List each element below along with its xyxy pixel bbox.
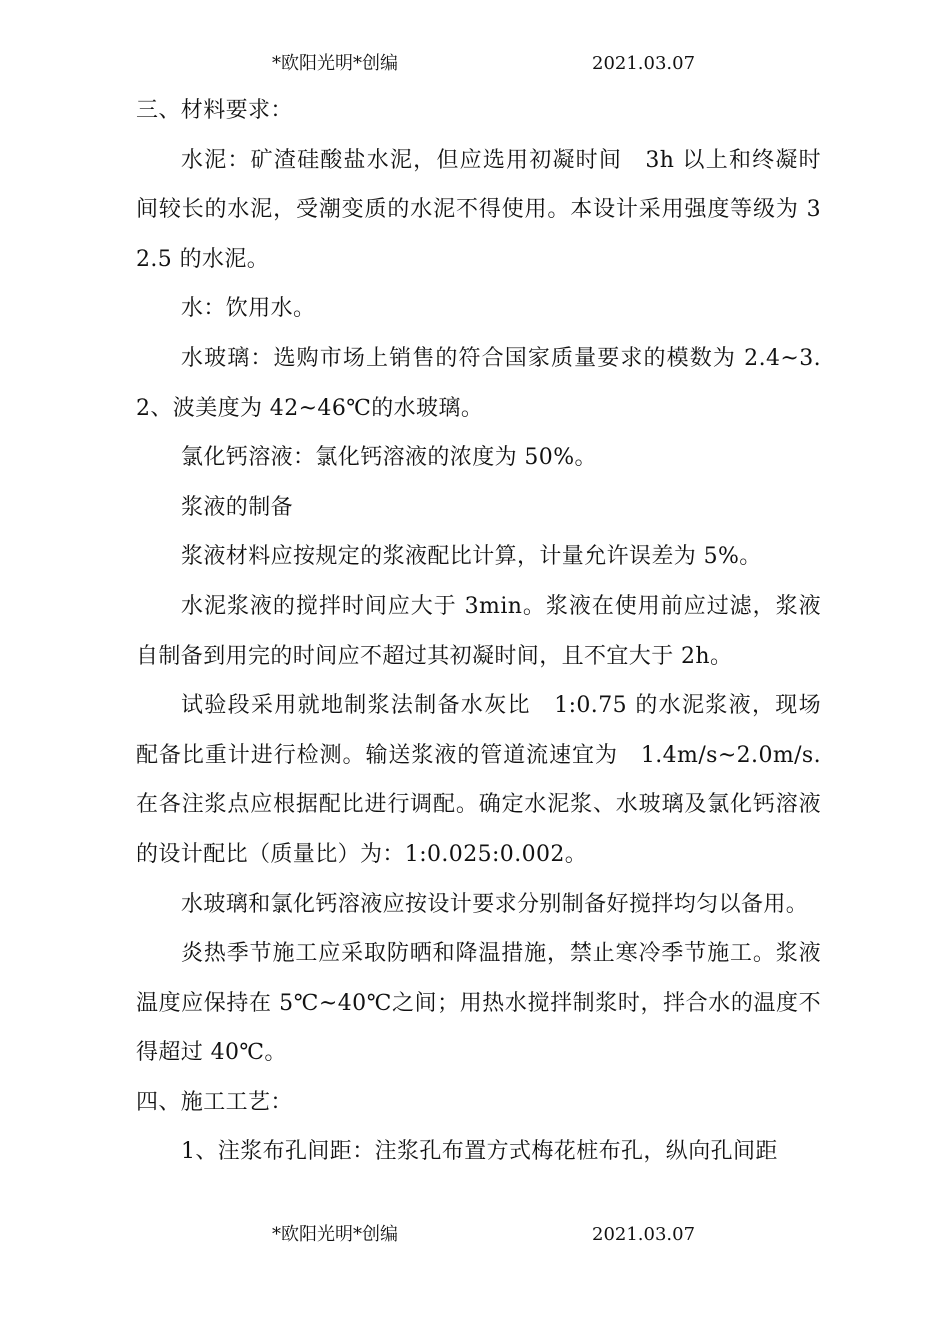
header-author: *欧阳光明*创编 [272, 53, 398, 74]
footer-date: 2021.03.07 [592, 1224, 696, 1245]
paragraph-trial-section: 试验段采用就地制浆法制备水灰比 1:0.75 的水泥浆液，现场配备比重计进行检测。输送浆液的管道流速宜为 1.4m/s~2.0m/s.在各注浆点应根据配比进行调配。确定水泥浆、水玻璃及氯化钙溶液的设计配比（质量比）为：1:0.025:0.002。 [136, 693, 821, 867]
paragraph-cement: 水泥：矿渣硅酸盐水泥，但应选用初凝时间 3h 以上和终凝时间较长的水泥，受潮变质的水泥不得使用。本设计采用强度等级为 32.5 的水泥。 [136, 147, 821, 272]
paragraph-prepare-separately: 水玻璃和氯化钙溶液应按设计要求分别制备好搅拌均匀以备用。 [181, 891, 809, 917]
paragraph-grout-ratio: 浆液材料应按规定的浆液配比计算，计量允许误差为 5%。 [181, 544, 762, 570]
paragraph-hole-spacing: 1、注浆布孔间距：注浆孔布置方式梅花桩布孔，纵向孔间距 [181, 1139, 778, 1165]
section-3-heading: 三、材料要求： [136, 98, 293, 123]
header-date: 2021.03.07 [592, 53, 696, 74]
paragraph-water-glass: 水玻璃：选购市场上销售的符合国家质量要求的模数为 2.4~3.2、波美度为 42~46℃的水玻璃。 [136, 345, 821, 421]
section-4-heading: 四、施工工艺： [136, 1089, 293, 1115]
paragraph-water: 水：饮用水。 [181, 296, 316, 322]
document-body [136, 86, 821, 1177]
paragraph-calcium-chloride: 氯化钙溶液：氯化钙溶液的浓度为 50%。 [181, 445, 597, 471]
paragraph-temperature: 炎热季节施工应采取防晒和降温措施，禁止寒冷季节施工。浆液温度应保持在 5℃~40℃之间；用热水搅拌制浆时，拌合水的温度不得超过 40℃。 [136, 941, 821, 1066]
paragraph-mixing-time: 水泥浆液的搅拌时间应大于 3min。浆液在使用前应过滤，浆液自制备到用完的时间应不超过其初凝时间，且不宜大于 2h。 [136, 593, 821, 669]
grout-preparation-heading: 浆液的制备 [181, 494, 294, 520]
footer-author: *欧阳光明*创编 [272, 1224, 398, 1245]
